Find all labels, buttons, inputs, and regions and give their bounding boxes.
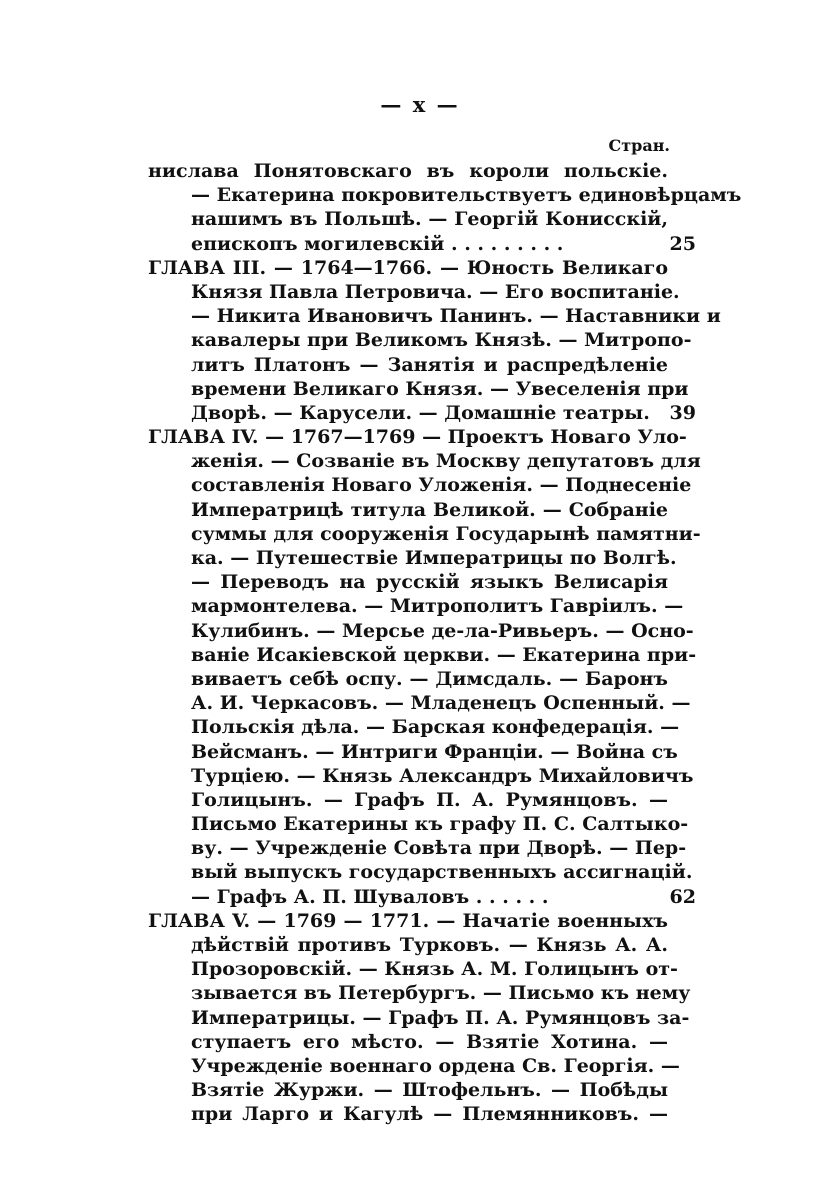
- toc-line: нашимъ въ Польшѣ. — Георгій Конисскій,: [191, 208, 668, 231]
- toc-entry: [148, 909, 691, 1127]
- toc-page-number: 39: [669, 401, 696, 424]
- toc-line: А. И. Черкасовъ. — Младенецъ Оспенный. —: [191, 692, 691, 715]
- toc-line: епископъ могилевскій . . . . . . . . .: [191, 232, 564, 255]
- toc-line: дѣйствій противъ Турковъ. — Князь А. А.: [191, 934, 668, 956]
- toc-line: вый выпускъ государственныхъ ассигнацій.: [191, 861, 693, 884]
- toc-line: Императрицы. — Графъ П. А. Румянцовъ за-: [191, 1006, 690, 1029]
- toc-line: — Переводъ на русскій языкъ Велисарія: [191, 571, 668, 594]
- toc-line: времени Великаго Князя. — Увеселенія при: [191, 377, 689, 400]
- toc-line: зывается въ Петербургъ. — Письмо къ нему: [191, 982, 691, 1005]
- toc-chapter-heading: ГЛАВА IV. — 1767—1769 — Проектъ Новаго Уло-: [148, 426, 687, 449]
- toc-line: — Графъ А. П. Шуваловъ . . . . . .: [191, 885, 549, 908]
- toc-line: — Никита Ивановичъ Панинъ. — Наставники и: [191, 305, 721, 328]
- page-folio: — x —: [380, 92, 460, 117]
- toc-line: литъ Платонъ — Занятія и распредѣленіе: [191, 353, 668, 376]
- toc-line: Письмо Екатерины къ графу П. С. Салтыко-: [191, 813, 689, 836]
- toc-line: ву. — Учрежденіе Совѣта при Дворѣ. — Пер-: [191, 837, 687, 860]
- toc-page-number: 62: [669, 885, 696, 908]
- page-column-label: Стран.: [608, 136, 670, 155]
- toc-page-number: 25: [669, 232, 696, 255]
- toc-line: — Екатерина покровительствуетъ единовѣрцамъ: [191, 184, 742, 207]
- toc-line: при Ларго и Кагулѣ — Племянниковъ. —: [191, 1103, 668, 1126]
- toc-chapter-heading: ГЛАВА V. — 1769 — 1771. — Начатіе военныхъ: [148, 909, 668, 932]
- toc-line: виваетъ себѣ оспу. — Димсдаль. — Баронъ: [191, 667, 668, 690]
- table-of-contents: [148, 159, 742, 1127]
- toc-line: Учрежденіе военнаго ордена Св. Георгія. —: [191, 1054, 680, 1077]
- toc-line: Кулибинъ. — Мерсье де-ла-Ривьеръ. — Осно-: [191, 619, 694, 642]
- toc-line: мармонтелева. — Митрополитъ Гавріилъ. —: [191, 595, 684, 618]
- toc-line: Князя Павла Петровича. — Его воспитаніе.: [191, 280, 680, 303]
- toc-line: Голицынъ. — Графъ П. А. Румянцовъ. —: [191, 788, 668, 811]
- toc-chapter-heading: ГЛАВА III. — 1764—1766. — Юность Великаго: [148, 256, 668, 279]
- toc-line: ступаетъ его мѣсто. — Взятіе Хотина. —: [191, 1030, 668, 1053]
- toc-line: нислава Понятовскаго въ короли польскіе.: [148, 160, 668, 182]
- toc-line: Императрицѣ титула Великой. — Собраніе: [191, 498, 668, 521]
- toc-line: Дворѣ. — Карусели. — Домашніе театры.: [191, 401, 650, 424]
- toc-line: Польскія дѣла. — Барская конфедерація. —: [191, 716, 680, 739]
- toc-line: Прозоровскій. — Князь А. М. Голицынъ от-: [191, 958, 678, 981]
- toc-line: женія. — Созваніе въ Москву депутатовъ для: [191, 450, 701, 473]
- toc-line: суммы для сооруженія Государынѣ памятни-: [191, 522, 701, 545]
- toc-entry: [148, 425, 701, 909]
- toc-entry: [148, 159, 742, 256]
- toc-line: Взятіе Журжи. — Штофельнъ. — Побѣды: [191, 1079, 668, 1102]
- toc-line: составленія Новаго Уложенія. — Поднесеніе: [191, 474, 692, 497]
- toc-line: кавалеры при Великомъ Князѣ. — Митропо-: [191, 329, 692, 352]
- toc-line: ваніе Исакіевской церкви. — Екатерина при-: [191, 643, 697, 666]
- toc-line: ка. — Путешествіе Императрицы по Волгѣ.: [191, 547, 677, 569]
- toc-line: Турціею. — Князь Александръ Михайловичъ: [191, 764, 694, 787]
- toc-entry: [148, 256, 721, 425]
- toc-line: Вейсманъ. — Интриги Франціи. — Война съ: [191, 740, 678, 763]
